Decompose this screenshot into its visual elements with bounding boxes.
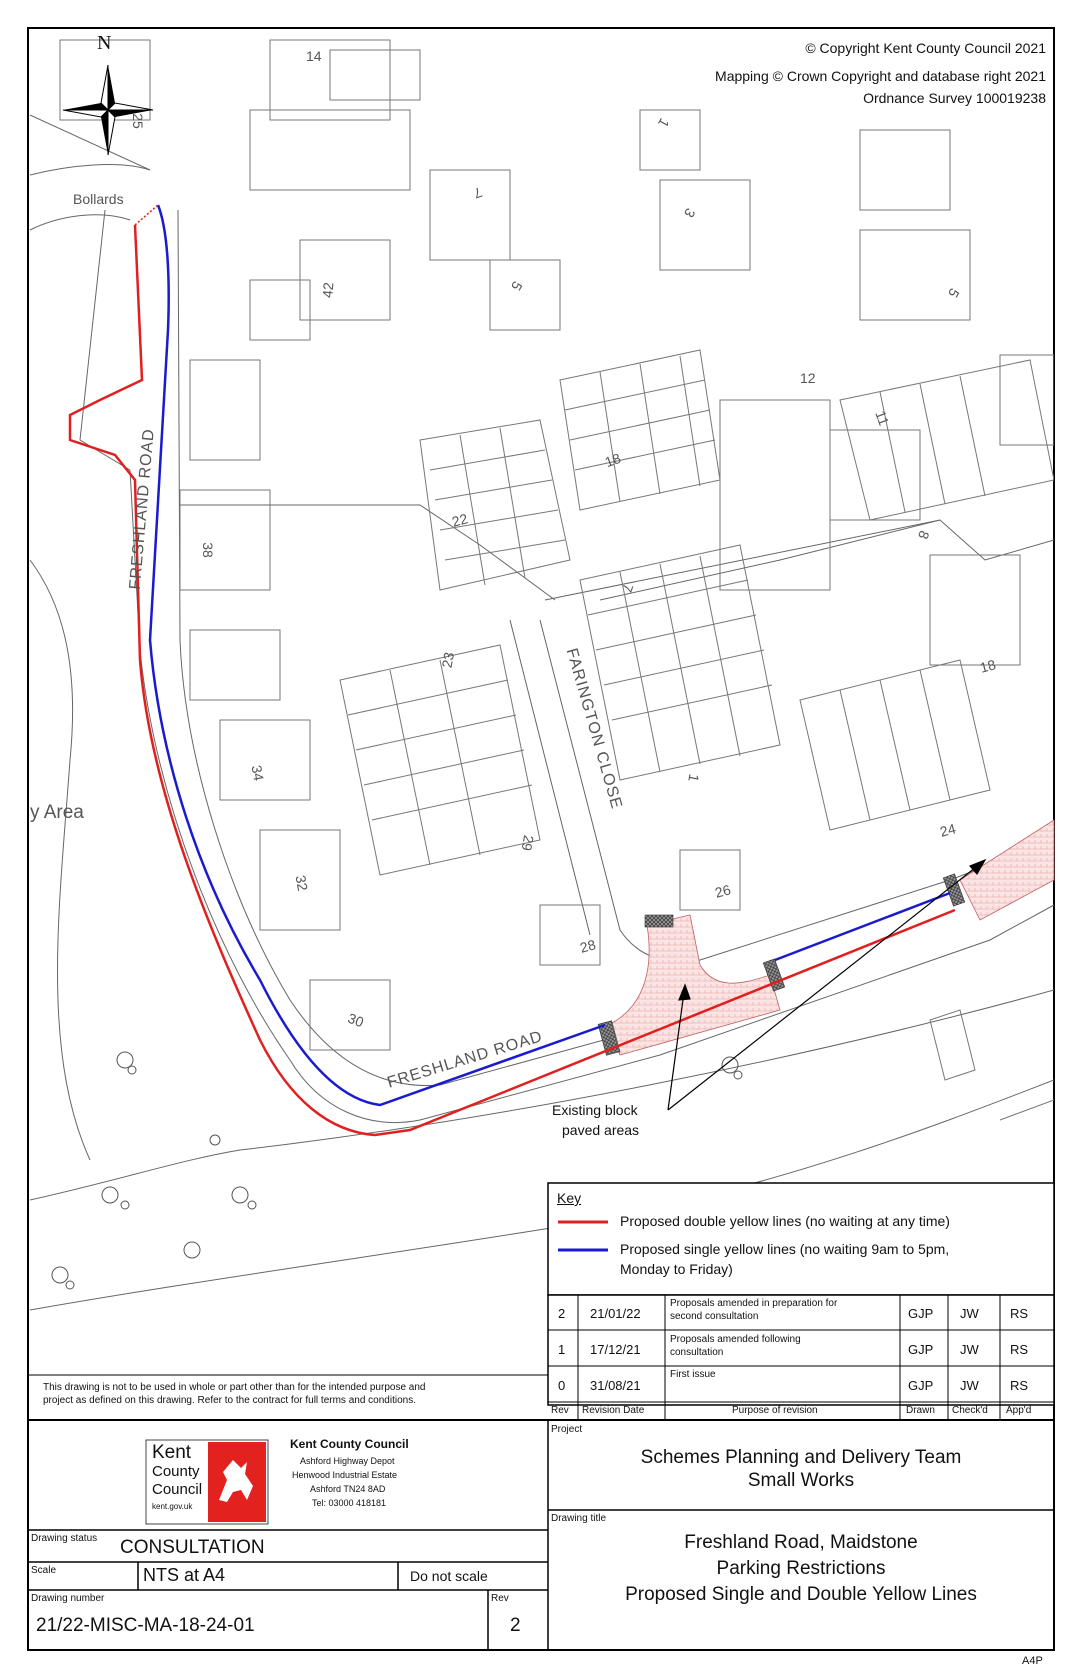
north-label: N [97,32,112,54]
rev-approved-cell: RS [1010,1378,1029,1393]
key-single-yellow-2: Monday to Friday) [620,1261,733,1277]
rev-purpose-cell: Proposals amended in preparation for [670,1298,838,1309]
kcc-address-3: Ashford TN24 8AD [310,1484,386,1494]
house-number: 14 [306,48,322,64]
house-number: 25 [129,113,146,129]
house-number: 12 [800,370,816,386]
rev-date-cell: 17/12/21 [590,1342,641,1357]
logo-word-council: Council [152,1481,203,1498]
scale-note: Do not scale [410,1568,488,1584]
rev-drawn-cell: GJP [908,1378,934,1393]
house-number: 8 [915,528,933,542]
road-label-freshland-south: FRESHLAND ROAD [385,1028,545,1092]
rev-checked-cell: JW [960,1378,979,1393]
area-label: y Area [30,802,84,823]
drawing-title-line-2: Parking Restrictions [716,1558,886,1579]
house-number: 3 [681,205,699,221]
house-number: 7 [619,581,637,595]
rev-approved-cell: RS [1010,1306,1029,1321]
house-number: 1 [685,772,703,784]
logo-word-kent: Kent [152,1442,192,1463]
rev-checked-cell: JW [960,1342,979,1357]
copyright-line-2: Mapping © Crown Copyright and database right 2021 [715,68,1046,84]
house-number: 42 [319,281,337,299]
house-number: 5 [508,278,526,294]
rev-header: Rev [551,1405,569,1416]
kcc-address-2: Henwood Industrial Estate [292,1470,398,1480]
house-number: 11 [872,408,893,428]
rev-cell: 2 [558,1306,566,1321]
copyright-line-1: © Copyright Kent County Council 2021 [805,40,1046,56]
house-number: 1 [655,115,673,131]
drawing-number-value: 21/22-MISC-MA-18-24-01 [36,1615,255,1636]
bollards-label: Bollards [73,191,124,207]
house-number: 29 [518,833,538,853]
callout-line-2: paved areas [562,1122,640,1138]
rev-label: Rev [491,1593,509,1604]
logo-url: kent.gov.uk [152,1502,193,1511]
drawing-title-line-1: Freshland Road, Maidstone [684,1532,918,1553]
project-line-1: Schemes Planning and Delivery Team [640,1447,962,1468]
disclaimer-line-2: project as defined on this drawing. Refer to the contract for full terms and conditions. [43,1395,416,1406]
drawing-title-label: Drawing title [551,1513,607,1524]
key-double-yellow: Proposed double yellow lines (no waiting at any time) [620,1213,950,1229]
rev-purpose-cell: second consultation [670,1311,759,1322]
drawing-number-label: Drawing number [31,1593,105,1604]
key-single-yellow-1: Proposed single yellow lines (no waiting 9am to 5pm, [620,1241,950,1257]
rev-date-cell: 31/08/21 [590,1378,641,1393]
project-label: Project [551,1424,583,1435]
logo-word-county: County [152,1463,200,1480]
rev-header: Purpose of revision [732,1405,818,1416]
drawing-title-line-3: Proposed Single and Double Yellow Lines [625,1584,977,1605]
rev-purpose-cell: consultation [670,1347,724,1358]
rev-value: 2 [510,1615,521,1636]
road-label-farington-close: FARINGTON CLOSE [562,646,625,812]
house-number: 38 [199,542,216,558]
copyright-line-3: Ordnance Survey 100019238 [863,90,1046,106]
rev-header: Check'd [952,1405,988,1416]
single-yellow-line [150,205,605,1105]
project-line-2: Small Works [747,1470,855,1491]
house-number: 23 [438,650,458,670]
callout-line-1: Existing block [552,1102,638,1118]
house-number: 30 [345,1009,366,1031]
rev-drawn-cell: GJP [908,1342,934,1357]
house-number: 22 [450,510,470,530]
rev-header: Revision Date [582,1405,645,1416]
house-number: 32 [292,873,312,893]
north-arrow-icon [63,65,153,155]
rev-drawn-cell: GJP [908,1306,934,1321]
rev-date-cell: 21/01/22 [590,1306,641,1321]
scale-value: NTS at A4 [143,1565,226,1585]
paper-size: A4P [1022,1655,1043,1667]
kcc-name: Kent County Council [290,1437,409,1451]
key-title: Key [557,1190,582,1206]
house-number: 18 [978,656,998,676]
house-number: 5 [945,285,963,301]
rev-cell: 1 [558,1342,566,1357]
rev-header: App'd [1006,1405,1032,1416]
house-number: 26 [713,881,733,901]
house-number: 7 [471,184,485,202]
rev-header: Drawn [906,1405,935,1416]
rev-purpose-cell: First issue [670,1369,716,1380]
kcc-address-1: Ashford Highway Depot [300,1456,395,1466]
status-value: CONSULTATION [120,1537,265,1558]
rev-cell: 0 [558,1378,566,1393]
rev-approved-cell: RS [1010,1342,1029,1357]
house-number: 34 [248,763,268,783]
road-label-freshland-west: FRESHLAND ROAD [126,427,158,591]
kcc-tel: Tel: 03000 418181 [312,1498,387,1508]
house-number: 18 [602,449,623,471]
rev-purpose-cell: Proposals amended following [670,1334,801,1345]
status-label: Drawing status [31,1533,98,1544]
scale-label: Scale [31,1565,57,1576]
disclaimer-line-1: This drawing is not to be used in whole or part other than for the intended purpose and [43,1382,426,1393]
house-number: 24 [938,820,958,840]
house-number: 28 [578,936,598,956]
rev-checked-cell: JW [960,1306,979,1321]
